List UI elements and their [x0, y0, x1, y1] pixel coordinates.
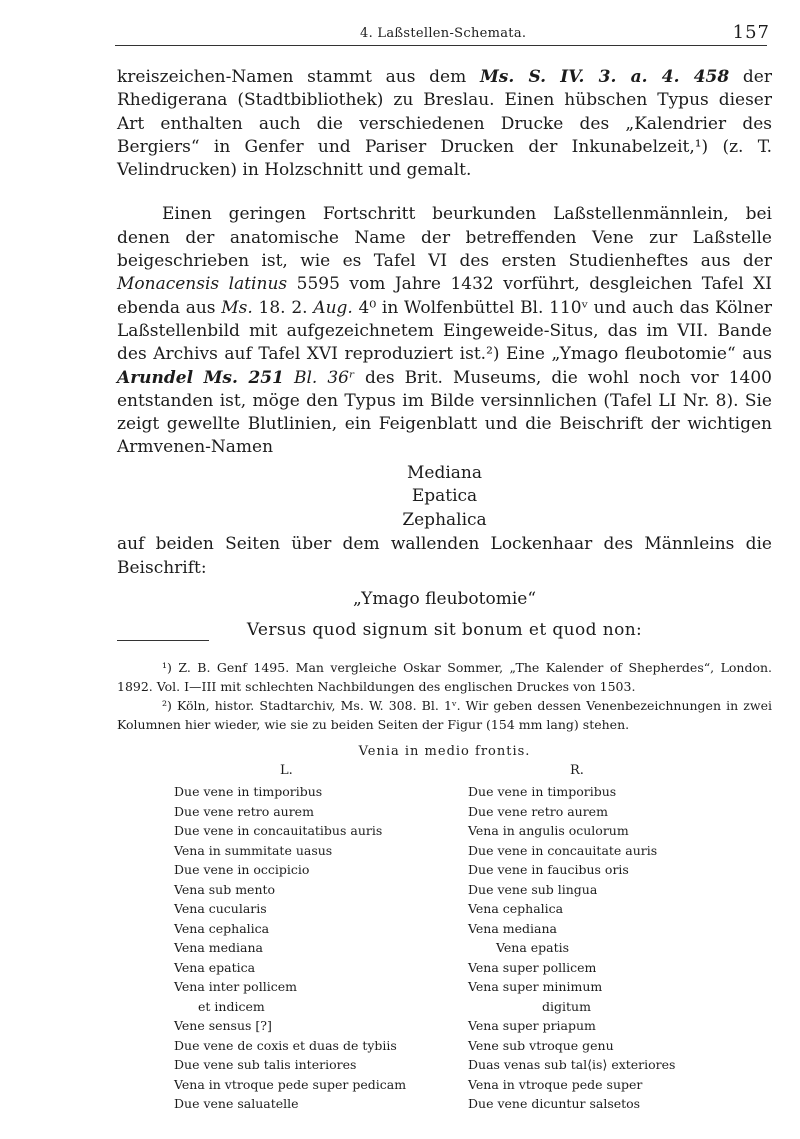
- list-item: Due vene retro aurem: [174, 803, 314, 819]
- running-title: 4. Laßstellen-Schemata.: [360, 26, 527, 41]
- right-column-heading: R.: [570, 763, 584, 778]
- list-item: Due vene in faucibus oris: [468, 862, 629, 877]
- list-item: Vena super priapum: [468, 1018, 596, 1033]
- paragraph-2: Einen geringen Fortschritt beurkunden Laßstellenmännlein, bei denen der anatomische Name der betreffenden Vene zur Laßstelle beigeschrieben ist, wie es Tafel VI des ersten Studienheftes aus der Monacensis latinus 5595 vom Jahre 1432 vorführt, desgleichen Tafel XI ebenda aus Ms. 18. 2. Aug. 4⁰ in Wolfenbüttel Bl. 110ᵛ und auch das Kölner Laßstellenbild mit aufgezeichnetem Eingeweide-Situs, das im VII. Bande des Archivs auf Tafel XVI reproduziert ist.²) Eine „Ymago fleubotomie“ aus Arundel Ms. 251 Bl. 36ʳ des Brit. Museums, die wohl noch vor 1400 entstanden ist, möge den Typus im Bilde versinnlichen (Tafel LI Nr. 8). Sie zeigt gewellte Blutlinien, ein Feigenblatt und die Beischrift der wichtigen Armvenen-Namen: [117, 204, 773, 458]
- body-text: [117, 66, 772, 642]
- list-item: Vena mediana: [174, 940, 263, 955]
- list-item: Vena in angulis oculorum: [468, 823, 629, 838]
- manuscript-reference: Arundel Ms. 251: [117, 367, 284, 388]
- table-title: Venia in medio frontis.: [358, 744, 531, 759]
- left-column-heading: L.: [280, 763, 293, 778]
- list-item: Due vene in timporibus: [468, 784, 617, 799]
- footnotes: [117, 658, 772, 734]
- vein-name: Epatica: [411, 486, 478, 507]
- versus-line: Versus quod signum sit bonum et quod non:: [246, 620, 643, 641]
- footnote-rule: [117, 640, 209, 641]
- right-column: [468, 782, 675, 1114]
- page-number: 157: [732, 22, 770, 43]
- list-item: Vena in summitate uasus: [174, 842, 333, 858]
- ymago-caption: „Ymago fleubotomie“: [352, 588, 537, 609]
- list-item: Vena epatis: [496, 940, 570, 955]
- list-item: Vena super minimum: [468, 979, 603, 994]
- list-item: Vene sub vtroque genu: [468, 1037, 614, 1053]
- list-item: Due vene sub lingua: [468, 881, 598, 897]
- list-item: Due vene in occipicio: [174, 862, 310, 877]
- list-item: Due vene in timporibus: [174, 784, 323, 799]
- list-item: Vena super pollicem: [468, 959, 597, 975]
- footnote-2: ²) Köln, histor. Stadtarchiv, Ms. W. 308. Bl. 1ᵛ. Wir geben dessen Venenbezeichnungen in zwei Kolumnen hier wieder, wie sie zu beiden Seiten der Figur (154 mm lang) stehen.: [117, 698, 772, 732]
- list-item: Vena in vtroque pede super pedicam: [174, 1076, 407, 1092]
- list-item: Vena in vtroque pede super: [468, 1076, 643, 1092]
- vein-name: Zephalica: [402, 509, 487, 530]
- list-item: Vena cucularis: [174, 901, 267, 916]
- list-item: Due vene de coxis et duas de tybiis: [174, 1037, 397, 1053]
- list-item: Due vene in concauitatibus auris: [174, 823, 383, 838]
- manuscript-reference: Ms. S. IV. 3. a. 4. 458: [479, 67, 730, 87]
- list-item: Vene sensus [?]: [174, 1018, 272, 1033]
- footnote-1: ¹) Z. B. Genf 1495. Man vergleiche Oskar Sommer, „The Kalender of Shepherdes“, London. 1892. Vol. I—III mit schlechten Nachbildungen des englischen Druckes von 1503.: [117, 660, 772, 694]
- vein-name: Mediana: [406, 462, 482, 483]
- left-column: [174, 782, 406, 1114]
- list-item: Due vene saluatelle: [174, 1096, 299, 1111]
- list-item: Due vene retro aurem: [468, 803, 608, 819]
- list-item: Vena epatica: [174, 959, 256, 975]
- list-item: Vena cephalica: [468, 901, 564, 916]
- list-item: Due vene dicuntur salsetos: [468, 1096, 641, 1111]
- list-item: et indicem: [198, 998, 265, 1014]
- list-item: Vena mediana: [468, 920, 557, 936]
- vein-names-list: [117, 462, 772, 533]
- list-item: digitum: [542, 998, 591, 1014]
- list-item: Due vene sub talis interiores: [174, 1057, 357, 1072]
- paragraph-3: auf beiden Seiten über dem wallenden Lockenhaar des Männleins die Beischrift:: [117, 534, 772, 578]
- list-item: Due vene in concauitate auris: [468, 842, 658, 858]
- paragraph-1: kreiszeichen-Namen stammt aus dem Ms. S. IV. 3. a. 4. 458 der Rhedigerana (Stadtbibliothek) zu Breslau. Einen hübschen Typus dieser Art enthalten auch die verschiedenen Drucke des „Kalendrier des Bergiers“ in Genfer und Pariser Drucken der Inkunabelzeit,¹) (z. T. Velindrucken) in Holzschnitt und gemalt.: [117, 67, 772, 181]
- list-item: Vena sub mento: [174, 881, 276, 897]
- list-item: Vena inter pollicem: [174, 979, 297, 994]
- list-item: Duas venas sub tal⟨is⟩ exteriores: [468, 1057, 676, 1072]
- list-item: Vena cephalica: [174, 920, 270, 936]
- header-rule: [115, 45, 767, 46]
